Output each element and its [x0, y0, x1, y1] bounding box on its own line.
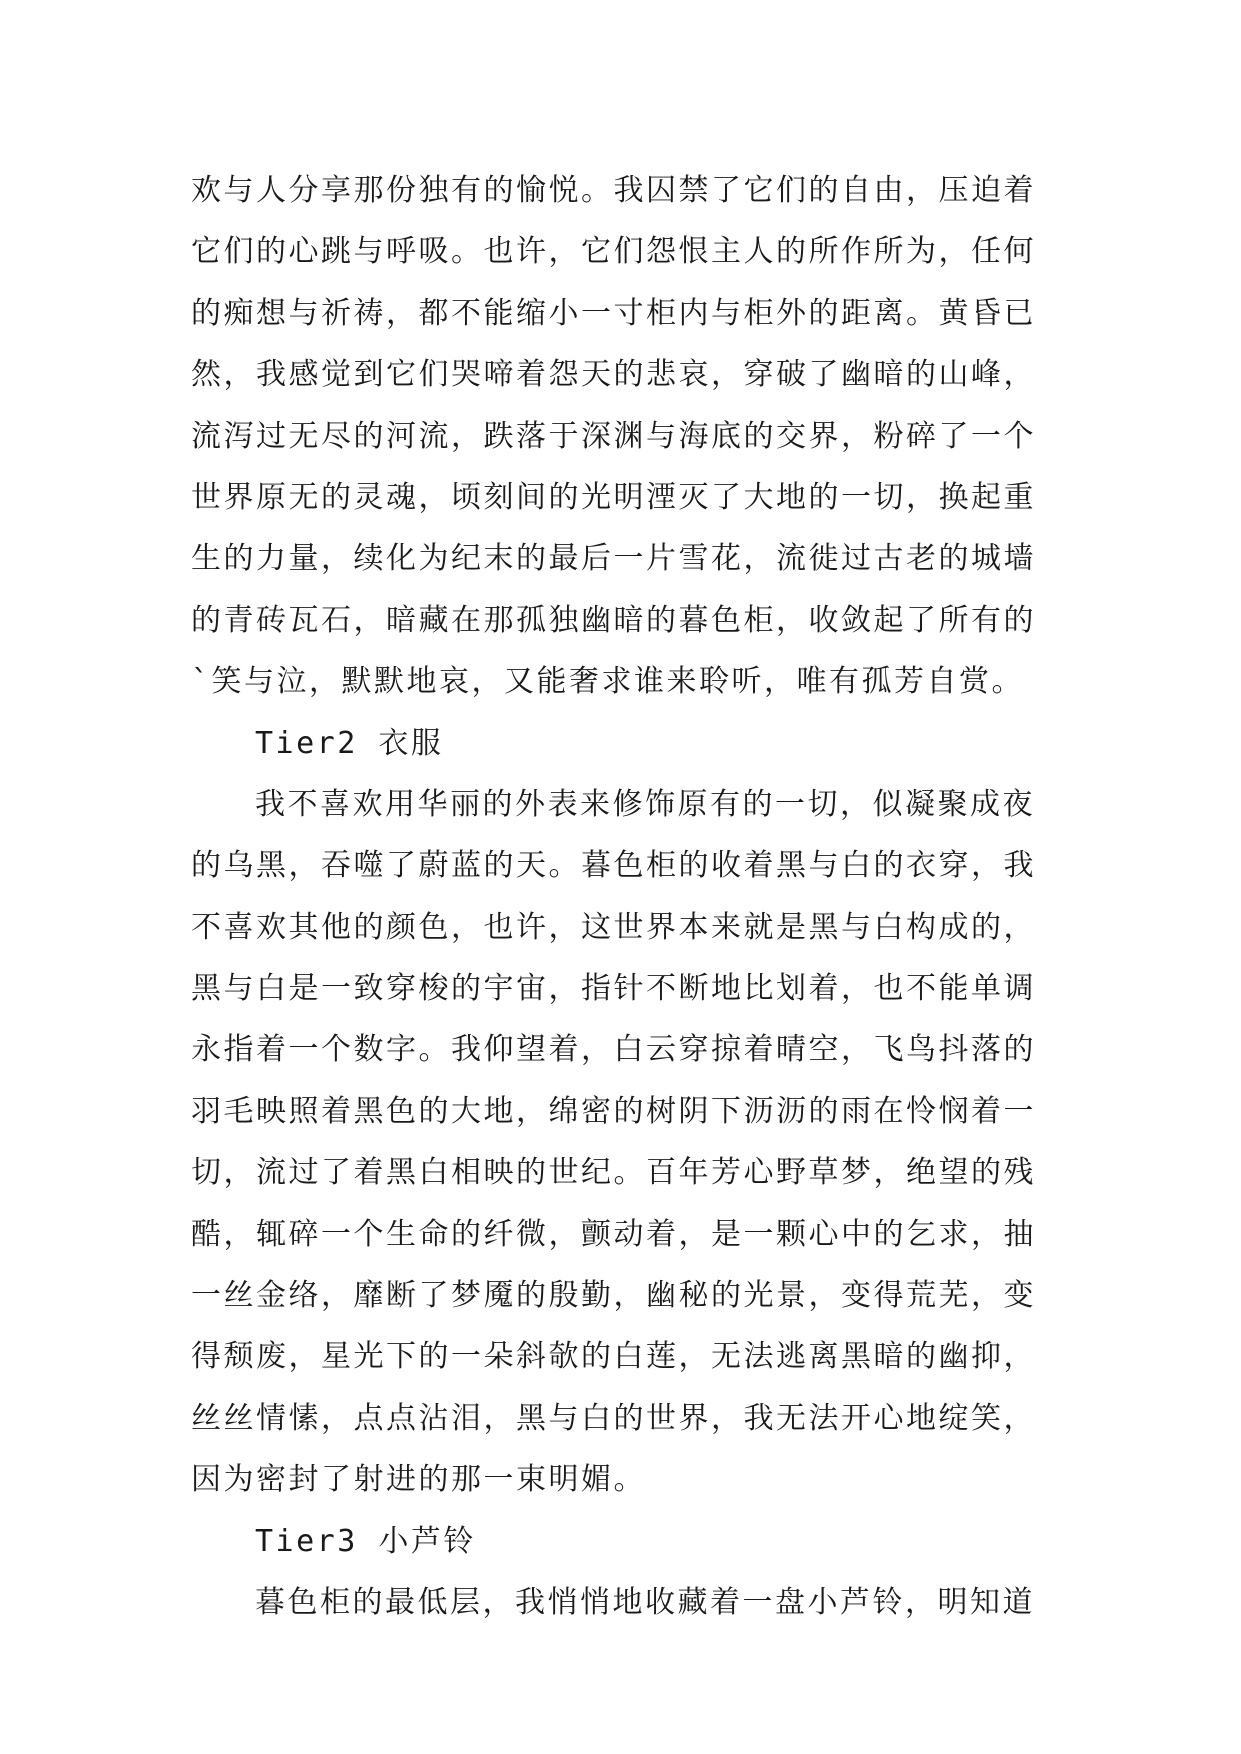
text-line: 因为密封了射进的那一束明媚。	[191, 1462, 646, 1498]
text-line: 黑与白是一致穿梭的宇宙，指针不断地比划着，也不能单调	[191, 971, 1036, 1007]
text-line: 的痴想与祈祷，都不能缩小一寸柜内与柜外的距离。黄昏已	[191, 295, 1036, 331]
text-line: 酷，辄碎一个生命的纤微，颤动着，是一颗心中的乞求，抽	[191, 1216, 1036, 1252]
text-line: 流泻过无尽的河流，跌落于深渊与海底的交界，粉碎了一个	[191, 418, 1036, 454]
text-line: 得颓废，星光下的一朵斜欹的白莲，无法逃离黑暗的幽抑，	[191, 1339, 1036, 1375]
text-line: 它们的心跳与呼吸。也许，它们怨恨主人的所作所为，任何	[191, 234, 1036, 270]
text-line: 羽毛映照着黑色的大地，绵密的树阴下沥沥的雨在怜悯着一	[191, 1093, 1036, 1129]
document-body	[191, 160, 1051, 1633]
text-line: 一丝金络，靡断了梦魇的殷勤，幽秘的光景，变得荒芜，变	[191, 1278, 1036, 1314]
text-line: 的乌黑，吞噬了蔚蓝的天。暮色柜的收着黑与白的衣穿，我	[191, 848, 1036, 884]
section-heading-tier3: Tier3 小芦铃	[255, 1523, 476, 1559]
text-line: `笑与泣，默默地哀，又能奢求谁来聆听，唯有孤芳自赏。	[191, 664, 1025, 700]
text-line: 生的力量，续化为纪末的最后一片雪花，流徙过古老的城墙	[191, 541, 1036, 577]
paragraph-start-line: 暮色柜的最低层，我悄悄地收藏着一盘小芦铃，明知道	[255, 1584, 1035, 1620]
paragraph-start-line: 我不喜欢用华丽的外表来修饰原有的一切，似凝聚成夜	[255, 786, 1035, 822]
text-line: 切，流过了着黑白相映的世纪。百年芳心野草梦，绝望的残	[191, 1155, 1036, 1191]
text-line: 然，我感觉到它们哭啼着怨天的悲哀，穿破了幽暗的山峰，	[191, 357, 1036, 393]
text-line: 世界原无的灵魂，顷刻间的光明湮灭了大地的一切，换起重	[191, 479, 1036, 515]
text-line: 的青砖瓦石，暗藏在那孤独幽暗的暮色柜，收敛起了所有的	[191, 602, 1036, 638]
text-line: 永指着一个数字。我仰望着，白云穿掠着晴空，飞鸟抖落的	[191, 1032, 1036, 1068]
section-heading-tier2: Tier2 衣服	[255, 725, 444, 761]
text-line: 欢与人分享那份独有的愉悦。我囚禁了它们的自由，压迫着	[191, 173, 1036, 208]
text-line: 丝丝情愫，点点沾泪，黑与白的世界，我无法开心地绽笑，	[191, 1400, 1036, 1436]
text-line: 不喜欢其他的颜色，也许，这世界本来就是黑与白构成的，	[191, 909, 1036, 945]
